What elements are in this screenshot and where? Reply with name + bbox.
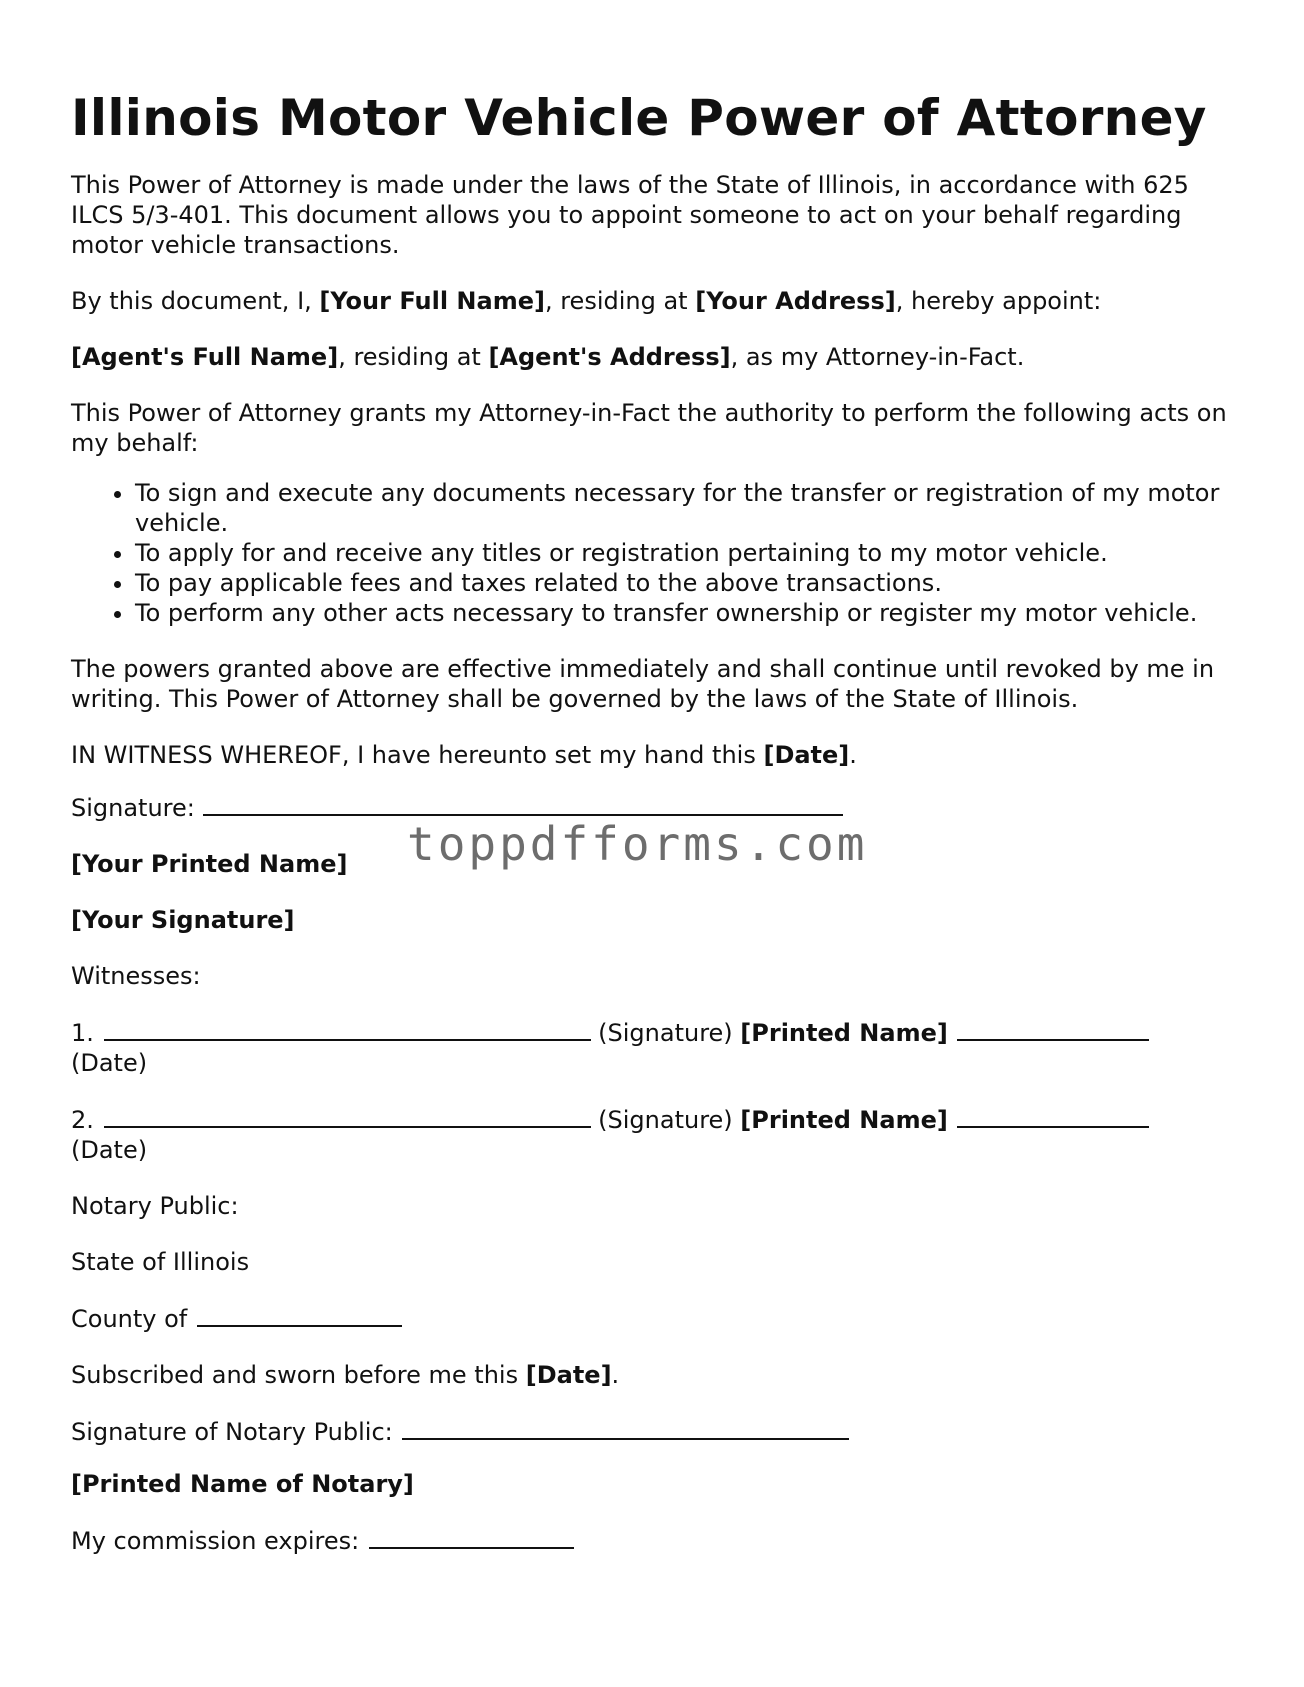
powers-list <box>71 478 1241 628</box>
witness-signature-label: (Signature) <box>590 1106 741 1134</box>
your-full-name-placeholder: [Your Full Name] <box>319 287 545 315</box>
commission-label: My commission expires: <box>71 1527 367 1555</box>
witness-date-line[interactable] <box>957 1017 1149 1041</box>
agent-address-placeholder: [Agent's Address] <box>488 343 731 371</box>
signature-label: Signature: <box>71 794 203 822</box>
power-item: • To apply for and receive any titles or registration pertaining to my motor vehicle. <box>135 538 1241 568</box>
document-title: Illinois Motor Vehicle Power of Attorney <box>71 89 1207 147</box>
agent-name-placeholder: [Agent's Full Name] <box>71 343 339 371</box>
witness-row-1 <box>71 1017 1241 1078</box>
notary-printed-name <box>71 1469 1241 1499</box>
appoint-mid: , residing at <box>544 287 696 315</box>
whereof-date-placeholder: [Date] <box>763 741 850 769</box>
watermark-text: toppdfforms.com <box>407 817 868 871</box>
whereof-suffix: . <box>849 741 857 769</box>
appointment-paragraph <box>71 286 1241 316</box>
witness-signature-line[interactable] <box>104 1104 591 1128</box>
your-address-placeholder: [Your Address] <box>695 287 896 315</box>
notary-signature-row <box>71 1416 1241 1447</box>
commission-row <box>71 1525 1241 1556</box>
notary-sworn-row <box>71 1360 1241 1390</box>
notary-county-row <box>71 1303 1241 1334</box>
your-signature-text: [Your Signature] <box>71 906 295 934</box>
notary-signature-line[interactable] <box>402 1416 849 1440</box>
whereof-prefix: IN WITNESS WHEREOF, I have hereunto set my hand this <box>71 741 764 769</box>
printed-name-text: [Your Printed Name] <box>71 850 348 878</box>
notary-state: State of Illinois <box>71 1248 250 1276</box>
agent-suffix: , as my Attorney-in-Fact. <box>730 343 1025 371</box>
county-label: County of <box>71 1305 195 1333</box>
witness-signature-line[interactable] <box>104 1017 591 1041</box>
appoint-prefix: By this document, I, <box>71 287 320 315</box>
sworn-suffix: . <box>611 1361 620 1389</box>
witness-row-2 <box>71 1104 1241 1165</box>
power-item: • To perform any other acts necessary to transfer ownership or register my motor vehicle. <box>135 598 1241 628</box>
notary-signature-label: Signature of Notary Public: <box>71 1418 401 1446</box>
sworn-prefix: Subscribed and sworn before me this <box>71 1361 526 1389</box>
signature-line[interactable] <box>203 792 843 816</box>
intro-paragraph: This Power of Attorney is made under the laws of the State of Illinois, in accordance with 625 ILCS 5/3-401. This document allows you to appoint someone to act on your behalf regarding motor vehicle transactions. <box>71 171 1189 259</box>
notary-label: Notary Public: <box>71 1192 239 1220</box>
witness-signature-label: (Signature) <box>590 1019 741 1047</box>
witness-number: 1. <box>71 1019 102 1047</box>
your-signature-placeholder <box>71 905 1241 935</box>
sworn-date-placeholder: [Date] <box>525 1361 612 1389</box>
witnesses-label: Witnesses: <box>71 962 201 990</box>
witness-date-label: (Date) <box>71 1136 148 1164</box>
witness-printed-name: [Printed Name] <box>740 1019 948 1047</box>
power-item: • To sign and execute any documents necessary for the transfer or registration of my motor vehicle. <box>135 478 1241 538</box>
grants-intro: This Power of Attorney grants my Attorney-in-Fact the authority to perform the following acts on my behalf: <box>71 399 1227 457</box>
effective-paragraph: The powers granted above are effective immediately and shall continue until revoked by me in writing. This Power of Attorney shall be governed by the laws of the State of Illinois. <box>71 655 1215 713</box>
witness-printed-name: [Printed Name] <box>740 1106 948 1134</box>
agent-mid: , residing at <box>338 343 489 371</box>
notary-printed-name-text: [Printed Name of Notary] <box>71 1470 414 1498</box>
county-line[interactable] <box>197 1303 402 1327</box>
power-item: • To pay applicable fees and taxes related to the above transactions. <box>135 568 1241 598</box>
witness-date-line[interactable] <box>957 1104 1149 1128</box>
witness-number: 2. <box>71 1106 102 1134</box>
witness-date-label: (Date) <box>71 1049 148 1077</box>
witness-whereof <box>71 740 1241 770</box>
commission-line[interactable] <box>369 1525 574 1549</box>
agent-paragraph <box>71 342 1241 372</box>
appoint-suffix: , hereby appoint: <box>895 287 1102 315</box>
